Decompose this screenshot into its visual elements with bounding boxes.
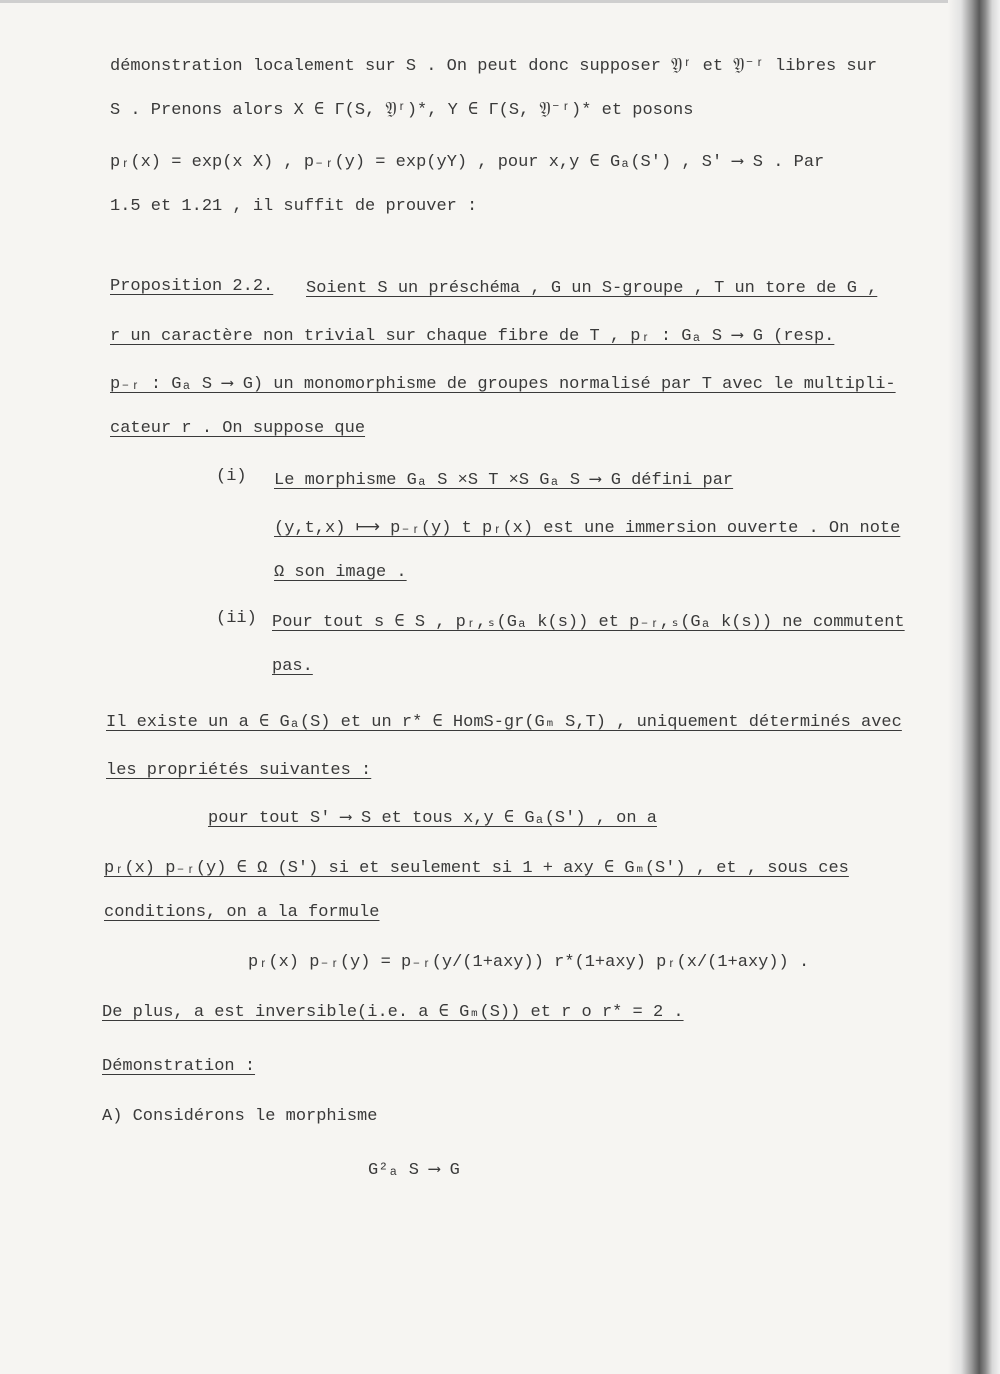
- de-plus-line: De plus, a est inversible(i.e. a ∈ Gₘ(S)) et r o r* = 2 .: [102, 1003, 684, 1022]
- scan-binding-edge: [948, 0, 1000, 1374]
- condition-ii-label: (ii): [216, 609, 257, 628]
- part-a-morphism: G²ₐ S ⟶ G: [368, 1161, 460, 1180]
- proposition-line-4: cateur r . On suppose que: [110, 419, 366, 438]
- condition-i-line-1: Le morphisme Gₐ S ×S T ×S Gₐ S ⟶ G défini par: [274, 471, 734, 490]
- condition-line-1: pour tout S' ⟶ S et tous x,y ∈ Gₐ(S') , on a: [208, 809, 657, 828]
- existence-line-1: Il existe un a ∈ Gₐ(S) et un r* ∈ HomS-gr(Gₘ S,T) , uniquement déterminés avec: [106, 713, 902, 732]
- scan-top-line: [0, 0, 1000, 3]
- condition-i-line-3: Ω son image .: [274, 563, 407, 582]
- condition-i-line-2: (y,t,x) ⟼ p₋ᵣ(y) t pᵣ(x) est une immersion ouverte . On note: [274, 519, 901, 538]
- condition-i-label: (i): [216, 467, 247, 486]
- text-line-1: démonstration localement sur S . On peut donc supposer 𝔜ʳ et 𝔜⁻ʳ libres sur: [110, 57, 878, 76]
- text-line-4: 1.5 et 1.21 , il suffit de prouver :: [110, 197, 478, 216]
- proposition-line-1: Soient S un préschéma , G un S-groupe , T un tore de G ,: [306, 279, 878, 298]
- part-a-line-1: A) Considérons le morphisme: [102, 1107, 378, 1126]
- condition-ii-line-2: pas.: [272, 657, 313, 676]
- proposition-line-3: p₋ᵣ : Gₐ S ⟶ G) un monomorphisme de groupes normalisé par T avec le multipli-: [110, 375, 896, 394]
- condition-line-2: pᵣ(x) p₋ᵣ(y) ∈ Ω (S') si et seulement si 1 + axy ∈ Gₘ(S') , et , sous ces: [104, 859, 849, 878]
- condition-ii-line-1: Pour tout s ∈ S , pᵣ,ₛ(Gₐ k(s)) et p₋ᵣ,ₛ(Gₐ k(s)) ne commutent: [272, 613, 905, 632]
- proposition-label: Proposition 2.2.: [110, 277, 274, 296]
- text-line-2: S . Prenons alors X ∈ Γ(S, 𝔜ʳ)*, Y ∈ Γ(S, 𝔜⁻ʳ)* et posons: [110, 101, 694, 120]
- existence-line-2: les propriétés suivantes :: [106, 761, 372, 780]
- demonstration-heading: Démonstration :: [102, 1057, 256, 1076]
- proposition-line-2: r un caractère non trivial sur chaque fibre de T , pᵣ : Gₐ S ⟶ G (resp.: [110, 327, 835, 346]
- text-line-3: pᵣ(x) = exp(x X) , p₋ᵣ(y) = exp(yY) , pour x,y ∈ Gₐ(S') , S' ⟶ S . Par: [110, 153, 825, 172]
- main-formula: pᵣ(x) p₋ᵣ(y) = p₋ᵣ(y/(1+axy)) r*(1+axy) pᵣ(x/(1+axy)) .: [248, 953, 810, 972]
- condition-line-3: conditions, on a la formule: [104, 903, 380, 922]
